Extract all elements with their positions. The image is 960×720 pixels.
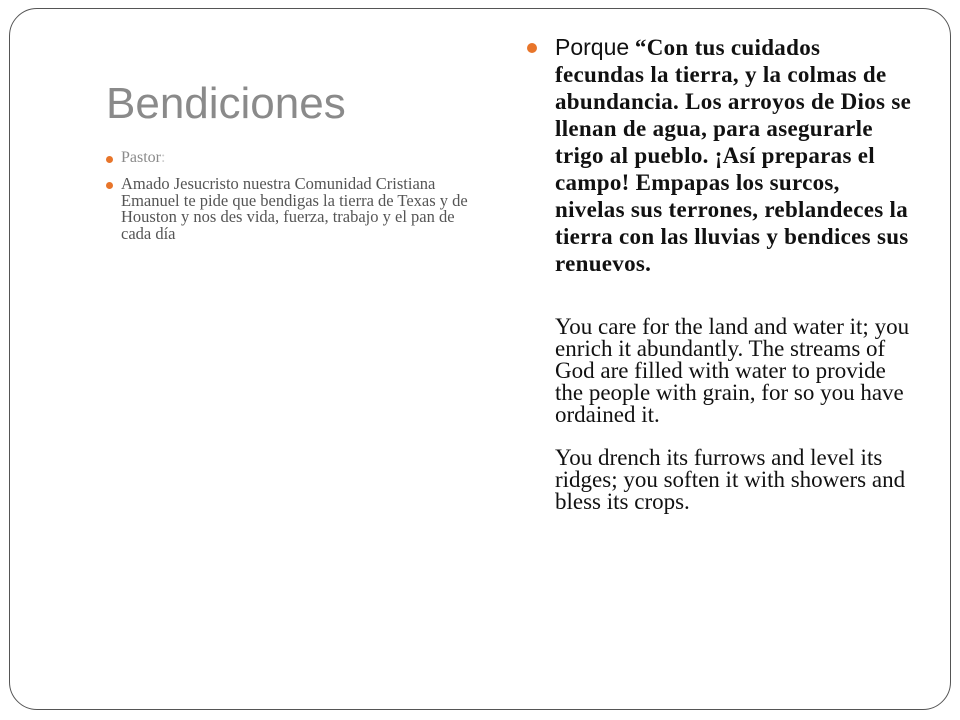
bullet-icon (527, 43, 537, 53)
slide-title: Bendiciones (106, 79, 346, 128)
bullet-icon (106, 156, 113, 163)
list-item-pastor (106, 150, 476, 166)
left-bullet-list (106, 150, 476, 252)
spanish-lead: Porque (555, 34, 630, 60)
prayer-text: Amado Jesucristo nuestra Comunidad Cristiana Emanuel te pide que bendigas la tierra de Texas y de Houston y nos des vida, fuerza, trabajo y el pan de cada día (121, 174, 468, 243)
pastor-label: Pastor (121, 149, 161, 166)
english-paragraph-2: You drench its furrows and level its ridges; you soften it with showers and bless its crops. (555, 445, 906, 514)
scripture-item (524, 34, 914, 277)
spanish-scripture (555, 34, 914, 277)
list-item-prayer (106, 176, 476, 242)
bullet-icon (106, 182, 113, 189)
scripture-block (524, 34, 914, 513)
english-paragraph-1: You care for the land and water it; you enrich it abundantly. The streams of God are filled with water to provide the people with grain, for so you have ordained it. (555, 314, 910, 427)
spanish-quote: “Con tus cuidados fecundas la tierra, y la colmas de abundancia. Los arroyos de Dios se llenan de agua, para asegurarle trigo al pueblo. ¡Así preparas el campo! Empapas los surcos, nivelas sus terrones, reblandeces la tierra con las lluvias y bendices sus renuevos. (555, 35, 912, 276)
pastor-colon: : (161, 149, 166, 166)
